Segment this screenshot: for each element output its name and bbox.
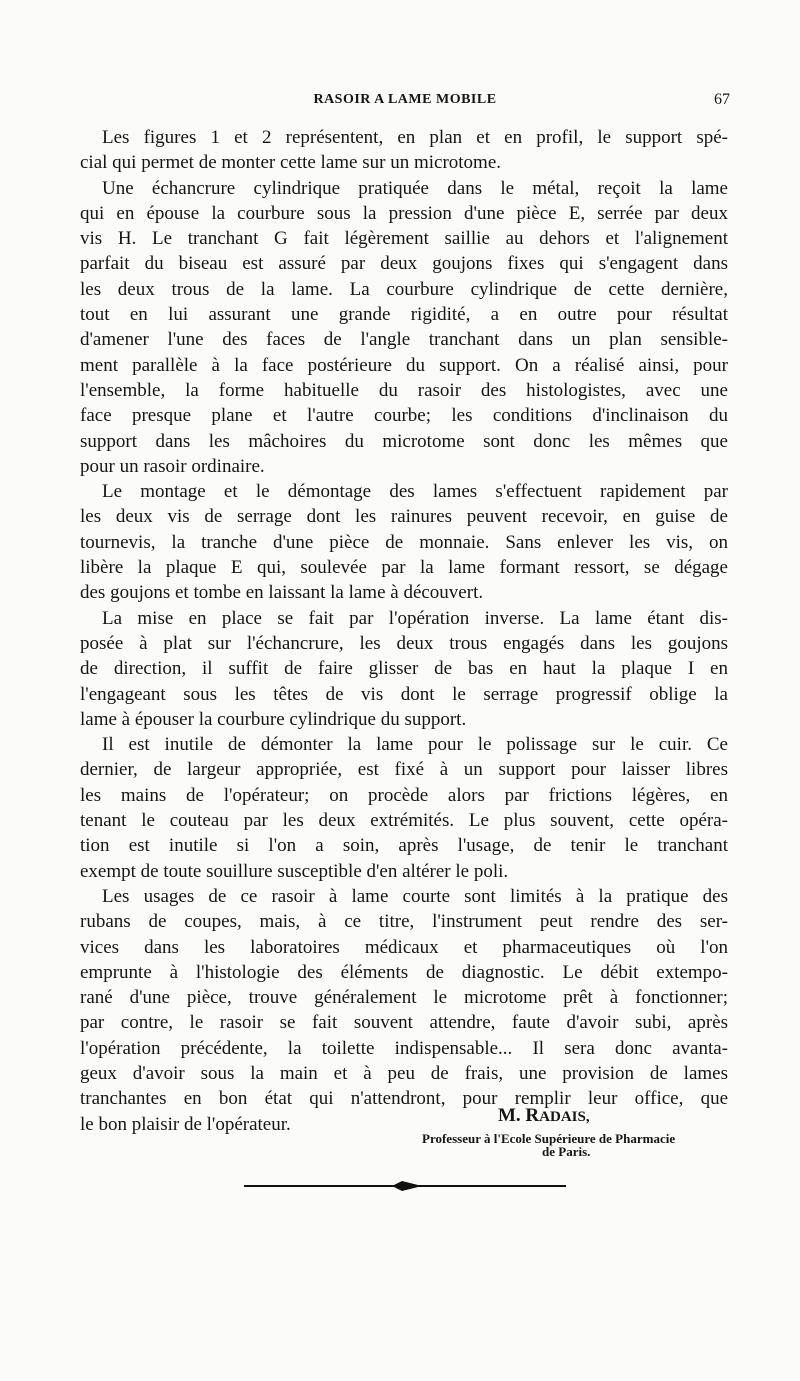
text-line: dernier, de largeur appropriée, est fixé à un support pour laisser libres xyxy=(80,759,728,781)
text-line: ment parallèle à la face postérieure du support. On a réalisé ainsi, pour xyxy=(80,354,728,376)
author-name xyxy=(498,1105,590,1127)
text-line: des goujons et tombe en laissant la lame à découvert. xyxy=(80,582,484,604)
author-name-rest: ADAIS, xyxy=(539,1109,590,1125)
text-line: Les figures 1 et 2 représentent, en plan et en profil, le support spé- xyxy=(102,127,728,148)
text-line: l'engageant sous les têtes de vis dont le serrage progressif oblige la xyxy=(80,683,728,705)
text-line: face presque plane et l'autre courbe; les conditions d'inclinaison du xyxy=(80,405,728,427)
text-line: l'opération précédente, la toilette indispensable... Il sera donc avanta- xyxy=(80,1037,728,1059)
text-line: les deux trous de la lame. La courbure cylindrique de cette dernière, xyxy=(80,278,728,300)
running-title: RASOIR A LAME MOBILE xyxy=(313,92,497,107)
text-line: Une échancrure cylindrique pratiquée dans le métal, reçoit la lame xyxy=(102,177,728,199)
text-line: support dans les mâchoires du microtome sont donc les mêmes que xyxy=(80,430,728,452)
author-affiliation: Professeur à l'Ecole Supérieure de Pharmacie xyxy=(422,1131,676,1146)
text-line: rané d'une pièce, trouve généralement le microtome prêt à fonctionner; xyxy=(80,987,728,1009)
running-header xyxy=(80,88,730,112)
text-line: le bon plaisir de l'opérateur. xyxy=(80,1113,291,1135)
text-line: cial qui permet de monter cette lame sur un microtome. xyxy=(80,152,502,174)
text-line: rubans de coupes, mais, à ce titre, l'instrument peut rendre des ser- xyxy=(80,911,728,933)
text-line: parfait du biseau est assuré par deux goujons fixes qui s'engagent dans xyxy=(80,253,728,275)
text-line: posée à plat sur l'échancrure, les deux trous engagés dans les goujons xyxy=(80,632,728,654)
text-line: vices dans les laboratoires médicaux et pharmaceutiques où l'on xyxy=(80,936,728,958)
page-number: 67 xyxy=(714,91,730,108)
text-line: tenant le couteau par les deux extrémités. Le plus souvent, cette opéra- xyxy=(80,810,728,832)
text-line: geux d'avoir sous la main et à peu de frais, une provision de lames xyxy=(80,1062,728,1084)
text-line: vis H. Le tranchant G fait légèrement saillie au dehors et l'alignement xyxy=(80,228,728,250)
text-line: d'amener l'une des faces de l'angle tranchant dans un plan sensible- xyxy=(80,329,728,351)
text-line: tranchantes en bon état qui n'attendront, pour remplir leur office, que xyxy=(80,1088,728,1110)
text-line: tournevis, la tranche d'une pièce de monnaie. Sans enlever les vis, on xyxy=(80,531,728,553)
text-line: l'ensemble, la forme habituelle du rasoir des histologistes, avec une xyxy=(80,379,728,401)
text-line: exempt de toute souillure susceptible d'en altérer le poli. xyxy=(80,860,509,882)
text-line: emprunte à l'histologie des éléments de diagnostic. Le débit extempo- xyxy=(80,961,728,983)
author-name-initial: M. R xyxy=(498,1105,540,1126)
text-line: tout en lui assurant une grande rigidité, a en outre pour résultat xyxy=(80,304,728,326)
article-body xyxy=(80,125,728,1137)
author-affiliation-city: de Paris. xyxy=(542,1144,591,1159)
ornament-icon xyxy=(392,1179,422,1193)
text-line: les deux vis de serrage dont les rainures peuvent recevoir, en guise de xyxy=(80,506,728,528)
text-line: les mains de l'opérateur; on procède alors par frictions légères, en xyxy=(80,784,728,806)
text-line: Les usages de ce rasoir à lame courte sont limités à la pratique des xyxy=(102,885,728,907)
text-line: lame à épouser la courbure cylindrique du support. xyxy=(80,708,467,730)
text-line: Le montage et le démontage des lames s'effectuent rapidement par xyxy=(102,481,728,503)
text-line: La mise en place se fait par l'opération inverse. La lame étant dis- xyxy=(102,607,728,629)
text-line: tion est inutile si l'on a soin, après l'usage, de tenir le tranchant xyxy=(80,835,728,857)
text-line: libère la plaque E qui, soulevée par la lame formant ressort, se dégage xyxy=(80,557,728,579)
text-line: pour un rasoir ordinaire. xyxy=(80,455,265,477)
text-line: de direction, il suffit de faire glisser de bas en haut la plaque I en xyxy=(80,658,728,680)
text-line: Il est inutile de démonter la lame pour le polissage sur le cuir. Ce xyxy=(102,734,728,756)
text-line: qui en épouse la courbure sous la pression d'une pièce E, serrée par deux xyxy=(80,202,728,224)
text-line: par contre, le rasoir se fait souvent attendre, faute d'avoir subi, après xyxy=(80,1012,728,1034)
